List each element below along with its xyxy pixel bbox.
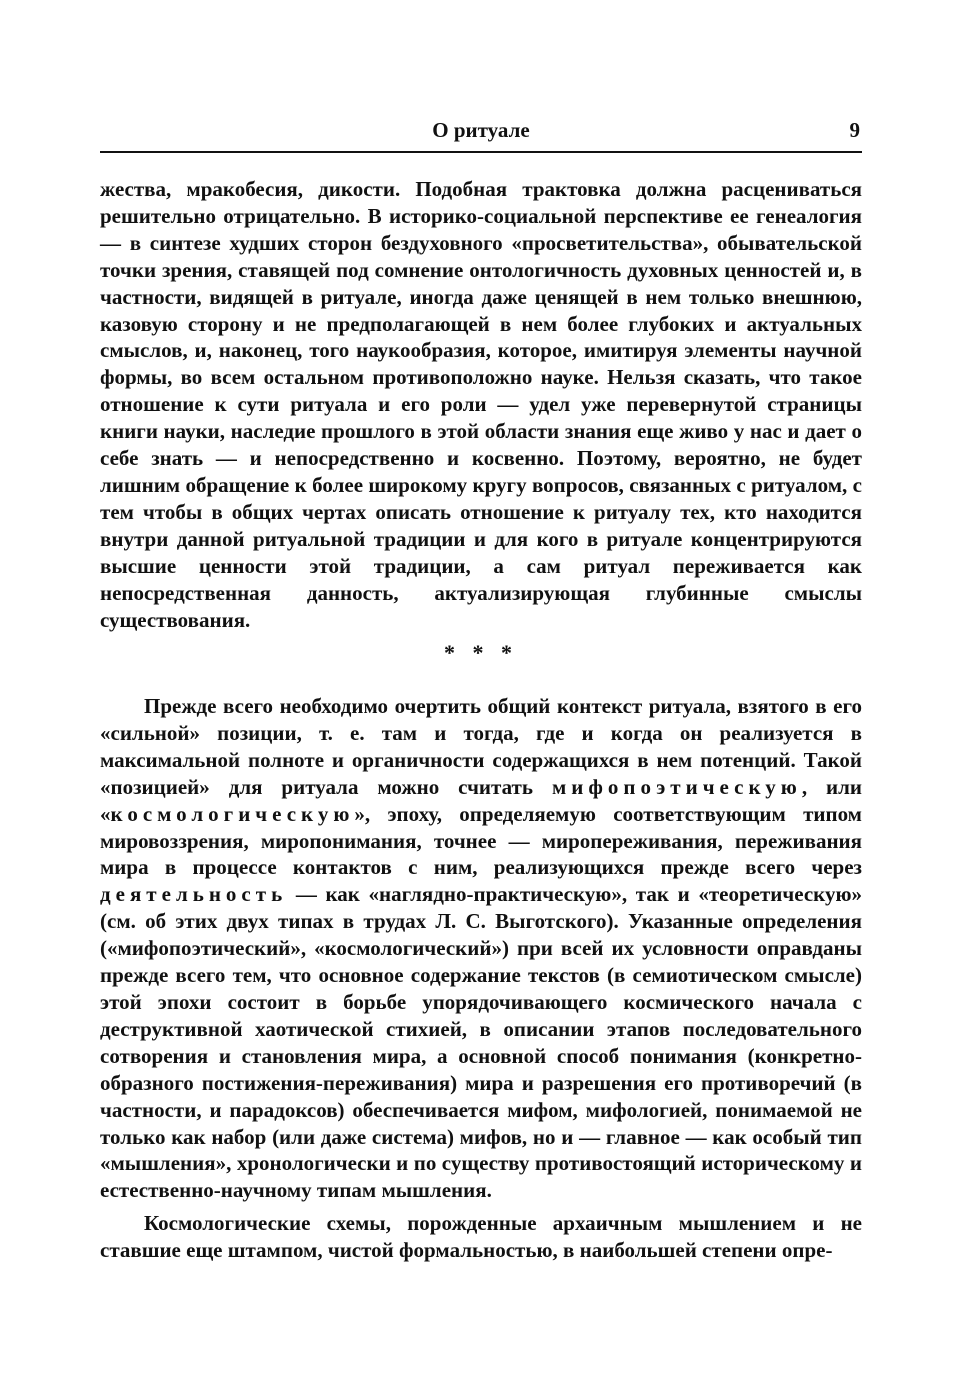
spaced-term-activity: деятельность	[100, 882, 288, 907]
running-title: О ритуале	[432, 118, 530, 142]
spaced-term-mythopoetic: мифопоэтическую	[551, 774, 802, 799]
paragraph-2-text-d: — как «наглядно-практическую», так и «теоретическую» (см. об этих двух типах в трудах Л. С. Выготского). Указанные определения («мифопоэтический», «космологический») при всей их условности оправданы прежде всего тем, что основное содержание текстов (в семиотическом смысле) этой эпохи состоит в борьбе упорядочивающего космического начала с деструктивной хаотической стихией, в описании этапов последовательного сотворения и становления мира, а основной способ понимания (конкретно-образного постижения-переживания) мира и разрешения его противоречий (в частности, и парадоксов) обеспечивается мифом, мифологией, понимаемой не только как набор (или даже система) мифов, но и — главное — как особый тип «мышления», хронологически и по существу противостоящий историческому и естественно-научному типам мышления.	[100, 882, 862, 1203]
paragraph-2-text-c: », эпоху, определяемую соответствующим типом мировоззрения, миропонимания, точнее — миропереживания, переживания мира в процессе контактов с ним, реализующихся прежде всего через	[100, 801, 862, 880]
section-two	[100, 693, 862, 1270]
section-break: * * *	[444, 640, 518, 665]
continuation-paragraph: жества, мракобесия, дикости. Подобная трактовка должна расцениваться решительно отрицательно. В историко-социальной перспективе ее генеалогия — в синтезе худших сторон бездуховного «просветительства», обывательской точки зрения, ставящей под сомнение онтологичность духовных ценностей и, в частности, видящей в ритуале, иногда даже ценящей в нем только внешнюю, казовую сторону и не предполагающей в нем более глубоких и актуальных смыслов, и, наконец, того наукообразия, которое, имитируя элементы научной формы, во всем остальном противоположно науке. Нельзя сказать, что такое отношение к сути ритуала и его роли — удел уже перевернутой страницы книги науки, наследие прошлого в этой области знания еще живо у нас и дает о себе знать — и непосредственно и косвенно. Поэтому, вероятно, не будет лишним обращение к более широкому кругу вопросов, связанных с ритуалом, с тем чтобы в общих чертах описать отношение к ритуалу тех, кто находится внутри данной ритуальной традиции и для кого в ритуале концентрируются высшие ценности этой традиции, а сам ритуал переживается как непосредственная данность, актуализирующая глубинные смыслы существования.	[100, 177, 862, 632]
paragraph-2-text-b: , или «	[100, 774, 862, 826]
paragraph-2	[100, 693, 862, 1204]
paragraph-3: Космологические схемы, порожденные архаичным мышлением и не ставшие еще штампом, чистой формальностью, в наибольшей степени опре-	[100, 1211, 862, 1263]
spaced-term-cosmological: космологическую	[110, 801, 355, 826]
header-rule	[100, 151, 862, 153]
running-head	[100, 118, 862, 146]
book-page	[100, 0, 862, 1394]
paragraph-2-text-a: Прежде всего необходимо очертить общий контекст ритуала, взятого в его «сильной» позиции, т. е. там и тогда, где и когда он реализуется в максимальной полноте и органичности содержащихся в нем потенций. Такой «позицией» для ритуала можно считать	[100, 694, 862, 799]
page-number: 9	[849, 118, 860, 142]
